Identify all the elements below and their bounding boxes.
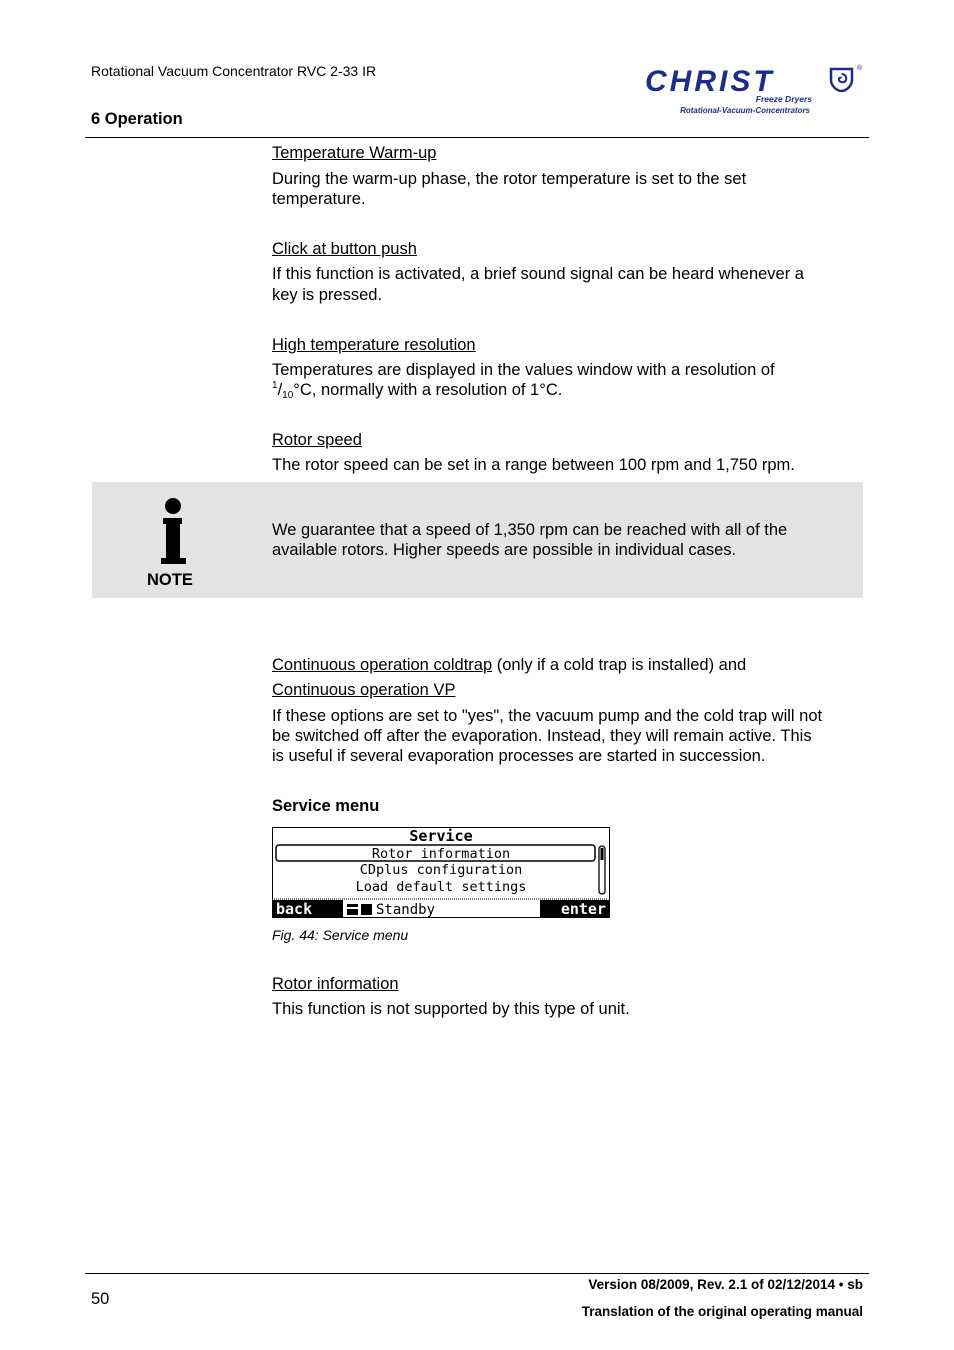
rotor-speed-text: The rotor speed can be set in a range between 100 rpm and 1,750 rpm. [272,456,795,474]
click-text-line1: If this function is activated, a brief sound signal can be heard whenever a [272,265,804,283]
note-text-line2: available rotors. Higher speeds are possible in individual cases. [272,541,737,559]
christ-emblem-icon [828,66,855,93]
service-menu-display [272,827,610,918]
logo-registered-mark: ® [857,65,863,72]
christ-logo-wordmark [645,63,820,97]
lcd-status-text: Standby [376,902,436,918]
rotor-info-text: This function is not supported by this type of unit. [272,1000,630,1018]
note-text-line1: We guarantee that a speed of 1,350 rpm can be reached with all of the [272,521,788,539]
fraction-numerator: 1 [272,380,278,391]
info-icon [155,496,191,568]
click-text-line2: key is pressed. [272,286,383,304]
continuous-heading-suffix: (only if a cold trap is installed) and [492,656,747,674]
lcd-title: Service [409,827,473,845]
footer-divider [85,1273,869,1274]
warmup-text-line1: During the warm-up phase, the rotor temperature is set to the set [272,170,747,188]
continuous-text-line2: be switched off after the evaporation. Instead, they will remain active. This [272,727,812,745]
logo-wordmark-text: CHRIST [645,65,775,97]
continuous-heading-line [272,655,864,676]
heading-high-temp-resolution: High temperature resolution [272,336,476,354]
heading-rotor-information: Rotor information [272,975,399,993]
continuous-text-line1: If these options are set to "yes", the vacuum pump and the cold trap will not [272,707,823,725]
lcd-enter-label: enter [560,900,606,918]
note-label: NOTE [147,571,193,589]
fraction-denominator: 10 [282,390,294,401]
heading-continuous-vp: Continuous operation VP [272,681,456,699]
warmup-text-line2: temperature. [272,190,366,208]
continuous-text-line3: is useful if several evaporation processes are started in succession. [272,747,766,765]
logo-tagline-2: Rotational-Vacuum-Concentrators [680,106,810,115]
fraction-separator: / [277,381,283,399]
lcd-scrollbar-thumb [601,848,604,860]
lcd-item-cdplus-configuration: CDplus configuration [359,862,523,878]
lcd-item-rotor-information: Rotor information [371,846,511,862]
heading-continuous-coldtrap: Continuous operation coldtrap [272,656,493,674]
logo-tagline-1: Freeze Dryers [755,94,812,104]
lcd-back-label: back [276,900,313,918]
heading-service-menu: Service menu [272,797,380,815]
hightemp-text-line1: Temperatures are displayed in the values window with a resolution of [272,361,775,379]
figure-caption: Fig. 44: Service menu [272,927,409,943]
hightemp-text-rest: °C, normally with a resolution of 1°C. [293,381,563,399]
heading-rotor-speed: Rotor speed [272,431,362,449]
heading-click-button: Click at button push [272,240,417,258]
lcd-item-load-default-settings: Load default settings [355,879,527,895]
page-number: 50 [91,1290,110,1308]
footer-version: Version 08/2009, Rev. 2.1 of 02/12/2014 • sb [588,1277,863,1292]
hightemp-text-line2 [272,380,864,404]
document-title: Rotational Vacuum Concentrator RVC 2-33 IR [91,63,377,79]
footer-translation: Translation of the original operating manual [581,1304,863,1319]
section-title: 6 Operation [91,110,183,128]
heading-temperature-warmup: Temperature Warm-up [272,144,437,162]
header-divider [85,137,869,138]
